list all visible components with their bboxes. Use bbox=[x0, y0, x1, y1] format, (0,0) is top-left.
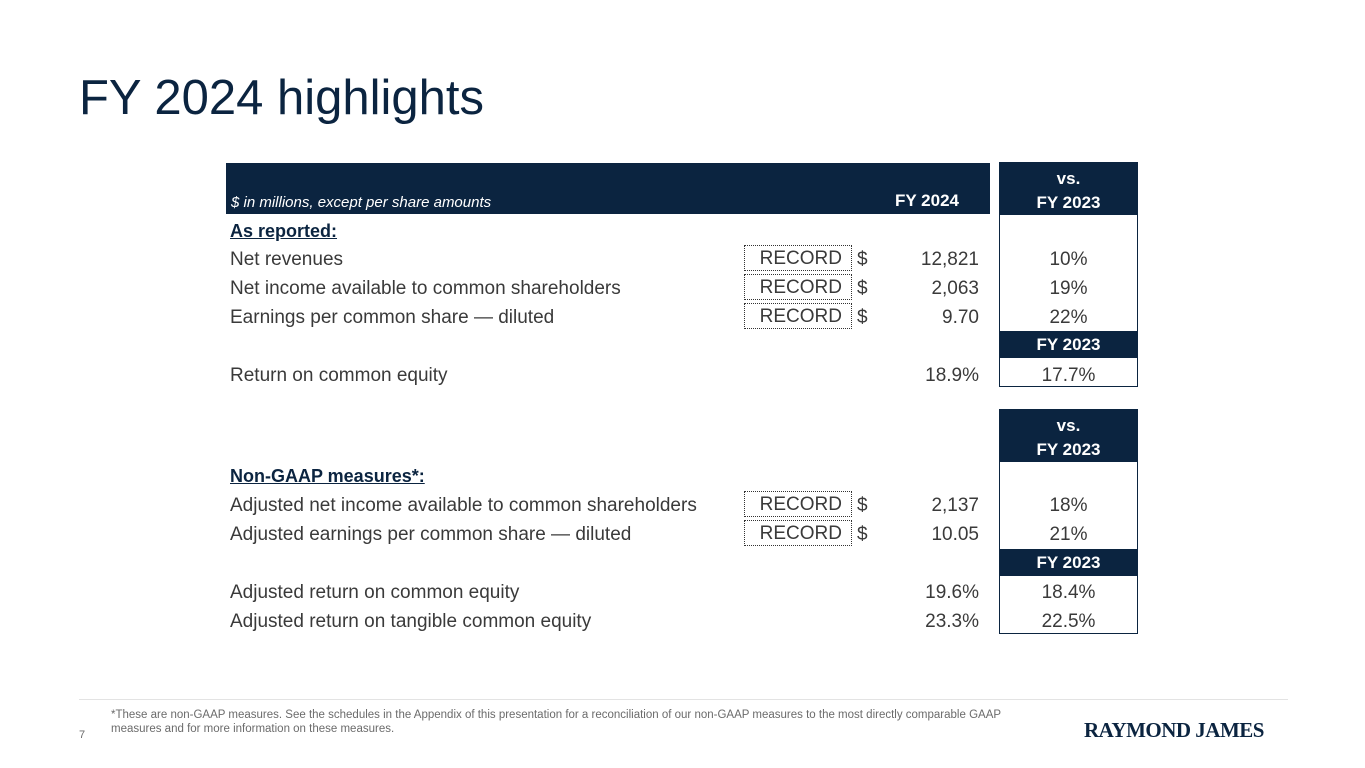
row-label: Net revenues bbox=[230, 249, 344, 270]
page-number: 7 bbox=[79, 729, 86, 741]
vs-fy2023-value: 18% bbox=[1049, 495, 1088, 516]
fy2024-value: 2,137 bbox=[931, 495, 979, 516]
fy2024-value: 2,063 bbox=[931, 278, 979, 299]
vs-fy-label: FY 2023 bbox=[1036, 193, 1101, 212]
page-title: FY 2024 highlights bbox=[79, 71, 484, 125]
row-label: Adjusted return on common equity bbox=[230, 582, 520, 603]
record-badge: RECORD bbox=[744, 274, 852, 300]
as-reported-heading: As reported: bbox=[230, 221, 338, 241]
fy2024-value: 12,821 bbox=[920, 249, 979, 270]
fy2023-value: 17.7% bbox=[1041, 365, 1096, 386]
fy2023-value: 18.4% bbox=[1041, 582, 1096, 603]
vs-label: vs. bbox=[1056, 416, 1081, 435]
footer-divider bbox=[79, 699, 1288, 700]
fy2023-header-nongaap: FY 2023 bbox=[999, 549, 1138, 576]
footnote: *These are non-GAAP measures. See the schedules in the Appendix of this presentation for a reconciliation of our non-GAAP measures to the most directly comparable GAAP measures and for more information on these measures. bbox=[111, 709, 1001, 735]
row-label: Return on common equity bbox=[230, 365, 448, 386]
currency-symbol: $ bbox=[857, 278, 868, 299]
vs-fy2023-value: 22% bbox=[1049, 307, 1088, 328]
fy2023-header-reported: FY 2023 bbox=[999, 331, 1138, 358]
fy2024-value: 18.9% bbox=[925, 365, 979, 386]
record-badge: RECORD bbox=[744, 520, 852, 546]
vs-label: vs. bbox=[1056, 169, 1081, 188]
fy2024-value: 19.6% bbox=[925, 582, 979, 603]
fy2024-value: 10.05 bbox=[931, 524, 979, 545]
row-label: Earnings per common share — diluted bbox=[230, 307, 555, 328]
currency-symbol: $ bbox=[857, 249, 868, 270]
fy2023-value: 22.5% bbox=[1041, 611, 1096, 632]
units-note: $ in millions, except per share amounts bbox=[231, 194, 492, 211]
row-label: Adjusted net income available to common shareholders bbox=[230, 495, 697, 516]
vs-fy2023-header bbox=[1000, 163, 1137, 215]
vs-fy2023-value: 10% bbox=[1049, 249, 1088, 270]
currency-symbol: $ bbox=[857, 495, 868, 516]
currency-symbol: $ bbox=[857, 307, 868, 328]
fy2024-column-header: FY 2024 bbox=[895, 191, 959, 210]
non-gaap-heading: Non-GAAP measures*: bbox=[230, 466, 425, 486]
fy2024-value: 23.3% bbox=[925, 611, 979, 632]
record-badge: RECORD bbox=[744, 303, 852, 329]
vs-fy2023-value: 19% bbox=[1049, 278, 1088, 299]
row-label: Adjusted earnings per common share — diluted bbox=[230, 524, 632, 545]
vs-fy-label: FY 2023 bbox=[1036, 440, 1101, 459]
table-header-bar bbox=[226, 163, 990, 214]
fy2024-value: 9.70 bbox=[942, 307, 979, 328]
vs-fy2023-value: 21% bbox=[1049, 524, 1088, 545]
row-label: Net income available to common shareholders bbox=[230, 278, 621, 299]
row-label: Adjusted return on tangible common equity bbox=[230, 611, 592, 632]
record-badge: RECORD bbox=[744, 491, 852, 517]
raymond-james-logo: RAYMOND JAMES bbox=[1084, 718, 1264, 742]
record-badge: RECORD bbox=[744, 245, 852, 271]
currency-symbol: $ bbox=[857, 524, 868, 545]
vs-fy2023-header bbox=[1000, 410, 1137, 462]
